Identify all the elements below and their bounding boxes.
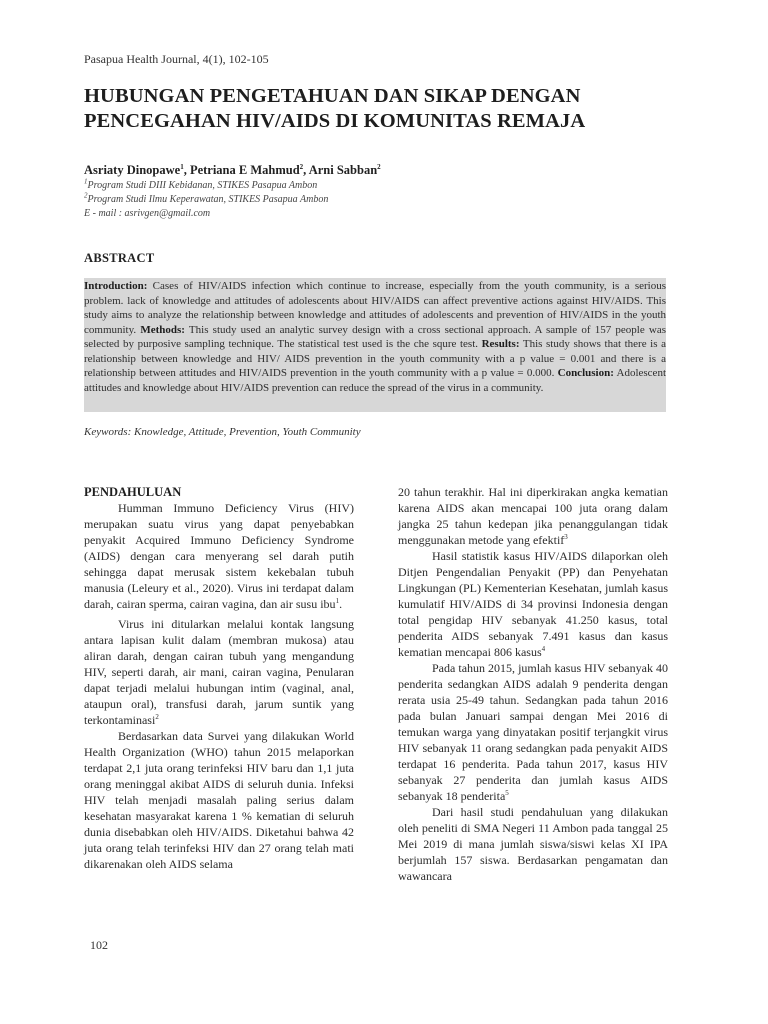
paragraph: [398, 484, 668, 548]
paragraph: Berdasarkan data Survei yang dilakukan World Health Organization (WHO) tahun 2015 melaporkan terdapat 2,1 juta orang terinfeksi HIV baru dan 1,1 juta orang meninggal akibat AIDS di seluruh dunia. Infeksi HIV telah menjadi masalah paling serius dalam kesehatan masyarakat karena 1 % kematian di seluruh dunia disebabkan oleh HIV/AIDS. Diketahui bahwa 42 juta orang telah terinfeksi HIV dan 27 orang telah mati dikarenakan oleh AIDS selama: [84, 729, 354, 871]
abstract-body: [84, 278, 666, 412]
paragraph-text: Virus ini ditularkan melalui kontak langsung antara lapisan kulit dalam (membran mukosa) atau aliran darah, dengan cairan tubuh yang mengandung HIV, seperti darah, air mani, cairan vagina, Penularan dapat terjadi melalui hubungan intim (vaginal, anal, ataupun oral), transfusi darah, jarum suntik yang terkontaminasi: [84, 617, 354, 727]
section-heading: PENDAHULUAN: [84, 485, 182, 499]
paragraph: [398, 660, 668, 804]
affiliation-1: [84, 177, 318, 191]
author-2: , Petriana E Mahmud: [183, 163, 300, 177]
affiliation-2-marker: 2: [84, 191, 88, 200]
page-number: 102: [90, 938, 108, 952]
paragraph: [84, 500, 354, 612]
right-column: [398, 484, 668, 884]
author-list: [84, 163, 381, 178]
abstract-results-text: This study shows that there is a relationship between knowledge and HIV/ AIDS prevention in the youth community with a p value = 0.001 and there is a relationship between attitudes and HIV/AIDS prevention in the youth community with a p value = 0.000.: [84, 338, 666, 379]
abstract-results-label: Results:: [481, 338, 520, 350]
abstract-methods-text: This study used an analytic survey design with a cross sectional approach. A sample of 157 people was selected by purposive sampling technique. The statistical test used is the che squre test.: [84, 323, 666, 350]
abstract-conclusion-label: Conclusion:: [557, 367, 614, 379]
paragraph-text: Pada tahun 2015, jumlah kasus HIV sebanyak 40 penderita sedangkan AIDS adalah 9 penderita dengan rerata usia 25-49 tahun. Sedangkan pada tahun 2016 pada bulan Januari sampai dengan Mei 2016 di temukan warga yang dinyatakan positif terjangkit virus HIV sebanyak 11 orang sedangkan pada penyakit AIDS terdapat 16 penderita. Pada tahun 2017, kasus HIV sebanyak 27 penderita dan jumlah kasus AIDS sebanyak 18 penderita: [398, 661, 668, 803]
abstract-heading: ABSTRACT: [84, 251, 155, 265]
affiliation-1-text: Program Studi DIII Kebidanan, STIKES Pasapua Ambon: [87, 180, 318, 191]
left-column: [84, 484, 354, 872]
contact-email: E - mail : asrivgen@gmail.com: [84, 208, 211, 219]
abstract-methods-label: Methods:: [140, 323, 185, 336]
abstract-conclusion-text: Adolescent attitudes and knowledge about HIV/AIDS prevention can reduce the spread of the virus in a community.: [84, 367, 666, 394]
paragraph-text: Humman Immuno Deficiency Virus (HIV) merupakan suatu virus yang dapat penyebabkan penyakit Acquired Immuno Deficiency Syndrome (AIDS) dengan cara menyerang sel darah putih sehingga dapat merusak sistem kekebalan tubuh manusia (Leleury et al., 2020). Virus ini terdapat dalam darah, cairan sperma, cairan vagina, dan air susu ibu: [84, 501, 354, 611]
paragraph: Dari hasil studi pendahuluan yang dilakukan oleh peneliti di SMA Negeri 11 Ambon pada tanggal 25 Mei 2019 di mana jumlah siswa/siswi kelas XI IPA berjumlah 157 siswa. Berdasarkan pengamatan dan wawancara: [398, 805, 668, 883]
citation-marker: 2: [155, 713, 159, 721]
paragraph-end: .: [339, 597, 343, 611]
title-line-2: PENCEGAHAN HIV/AIDS DI KOMUNITAS REMAJA: [84, 110, 586, 132]
affiliation-2: [84, 191, 329, 205]
journal-citation: Pasapua Health Journal, 4(1), 102-105: [84, 52, 269, 66]
paragraph: [398, 548, 668, 660]
author-3: , Arni Sabban: [303, 163, 378, 177]
author-1-affiliation: 1: [180, 162, 184, 171]
affiliation-2-text: Program Studi Ilmu Keperawatan, STIKES Pasapua Ambon: [87, 194, 329, 205]
affiliation-1-marker: 1: [84, 177, 88, 186]
paragraph-text: 20 tahun terakhir. Hal ini diperkirakan angka kematian karena AIDS akan mencapai 100 juta orang dalam jangka 25 tahun kedepan jika penanggulangan tidak menggunakan metode yang efektif: [398, 485, 668, 547]
article-title: [84, 84, 684, 134]
paragraph: [84, 616, 354, 728]
citation-marker: 4: [541, 645, 546, 653]
author-3-affiliation: 2: [377, 162, 381, 171]
keywords: Keywords: Knowledge, Attitude, Prevention, Youth Community: [84, 426, 361, 438]
abstract-intro-label: Introduction:: [84, 280, 148, 292]
title-line-1: HUBUNGAN PENGETAHUAN DAN SIKAP DENGAN: [84, 85, 581, 107]
author-1: Asriaty Dinopawe: [84, 163, 181, 177]
citation-marker: 1: [335, 597, 340, 605]
abstract-intro-text: Cases of HIV/AIDS infection which continue to increase, especially from the youth community, is a serious problem. lack of knowledge and attitudes of adolescents about HIV/AIDS can affect preventive actions against HIV/AIDS. This study aims to analyze the relationship between knowledge and attitudes of adolescents and prevention of HIV/AIDS in the youth community.: [84, 280, 666, 336]
author-2-affiliation: 2: [299, 162, 304, 171]
paragraph-text: Hasil statistik kasus HIV/AIDS dilaporkan oleh Ditjen Pengendalian Penyakit (PP) dan Penyehatan Lingkungan (PL) Kementerian Kesehatan, jumlah kasus kumulatif HIV/AIDS di 34 provinsi Indonesia dengan total pengidap HIV sebanyak 41.250 kasus, total penderita AIDS sebanyak 7.491 kasus dan kasus kematian mencapai 806 kasus: [398, 549, 668, 659]
citation-marker: 5: [505, 789, 509, 797]
citation-marker: 3: [564, 533, 568, 541]
